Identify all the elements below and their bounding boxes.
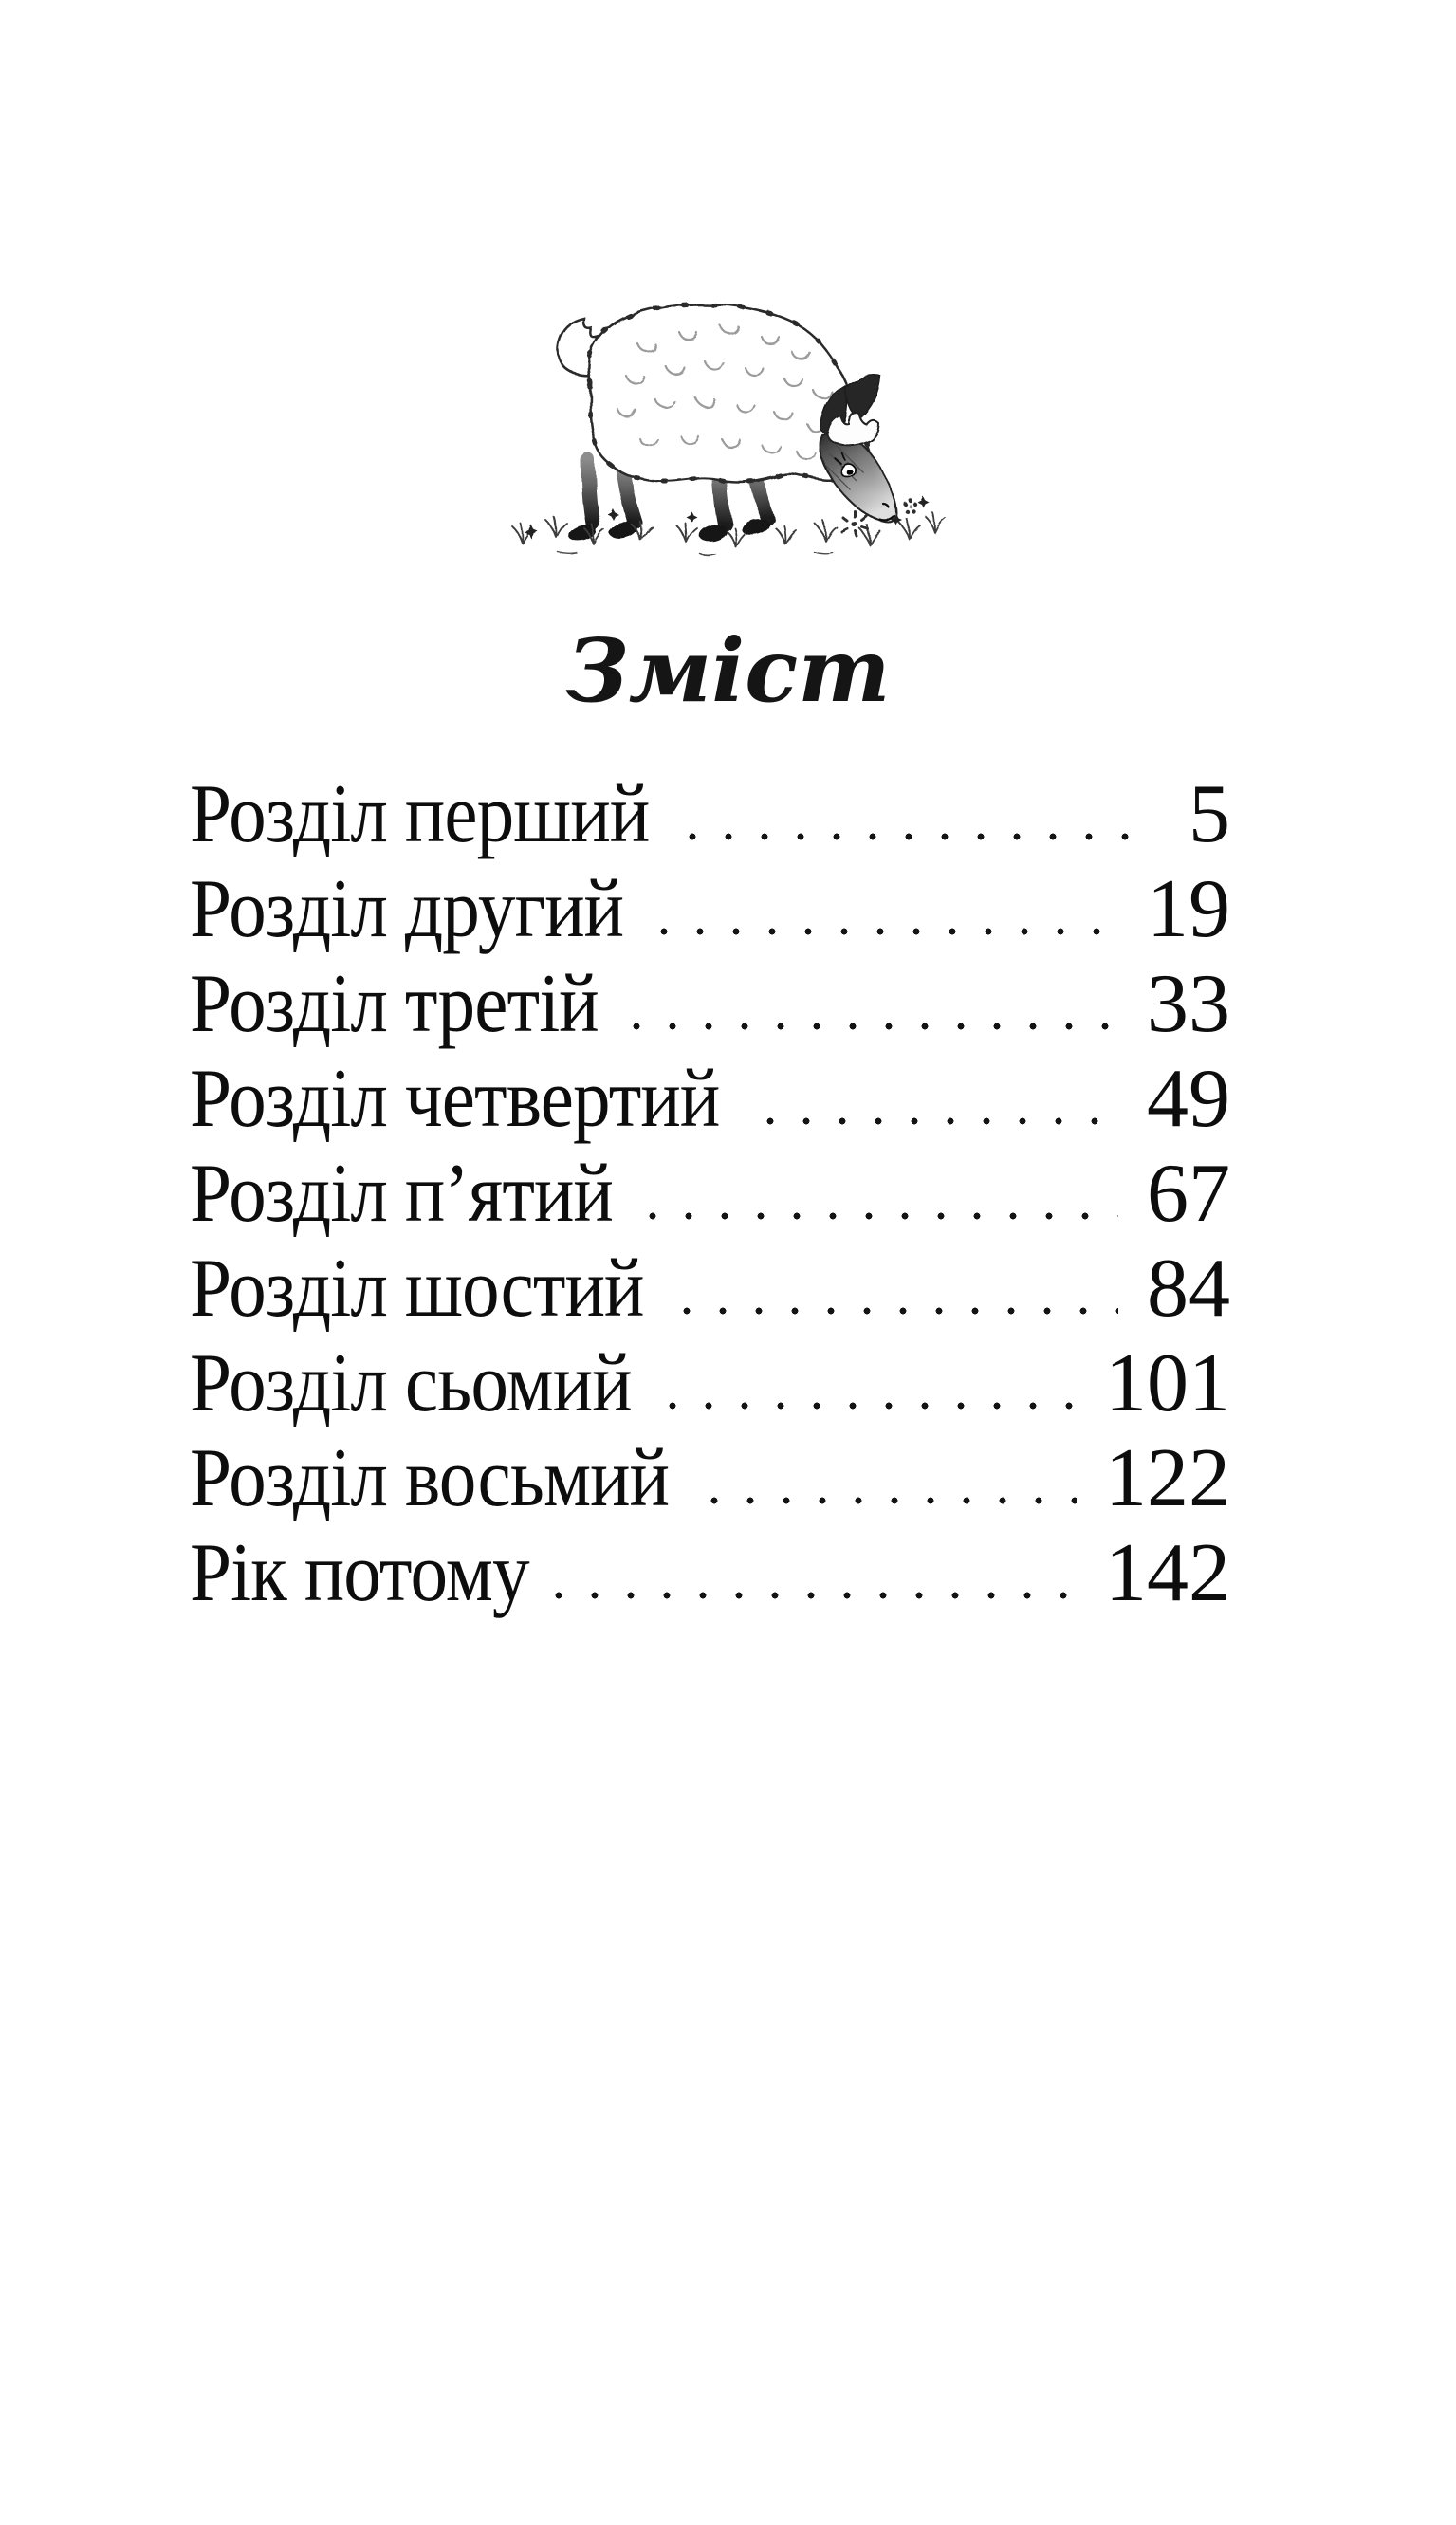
dot-leader <box>765 1114 1118 1126</box>
page-number: 33 <box>1147 958 1230 1051</box>
table-of-contents <box>190 767 1230 1621</box>
toc-entry <box>190 767 1230 862</box>
chapter-label: Розділ четвертий <box>190 1053 720 1146</box>
toc-entry <box>190 1147 1230 1242</box>
dot-leader <box>553 1588 1077 1600</box>
page-number: 142 <box>1105 1527 1230 1620</box>
page-number: 5 <box>1189 768 1230 861</box>
page-number: 67 <box>1147 1148 1230 1241</box>
dot-leader <box>687 829 1156 841</box>
chapter-label: Розділ шостий <box>190 1243 644 1336</box>
llama-face <box>820 433 897 524</box>
llama-pupil <box>846 470 852 475</box>
toc-entry <box>190 1336 1230 1431</box>
dot-leader <box>681 1303 1118 1316</box>
toc-entry <box>190 862 1230 957</box>
chapter-label: Розділ п’ятий <box>190 1148 614 1241</box>
book-page <box>0 285 1456 2525</box>
toc-entry <box>190 1431 1230 1526</box>
page-number: 19 <box>1147 863 1230 956</box>
chapter-label: Розділ другий <box>190 863 624 956</box>
llama-forelock <box>827 414 878 445</box>
contents-title: Зміст <box>565 619 891 722</box>
toc-entry <box>190 1052 1230 1147</box>
page-number: 84 <box>1147 1243 1230 1336</box>
toc-entry <box>190 1242 1230 1336</box>
llama-grazing-drawing <box>501 285 956 560</box>
chapter-label: Розділ сьомий <box>190 1337 632 1430</box>
dot-leader <box>647 1208 1118 1221</box>
small-flower <box>902 499 916 513</box>
chapter-label: Розділ восьмий <box>190 1432 670 1525</box>
toc-entry <box>190 1526 1230 1621</box>
toc-entry <box>190 957 1230 1052</box>
page-number: 122 <box>1105 1432 1230 1525</box>
llama-head <box>820 375 897 524</box>
chapter-label: Розділ перший <box>190 768 650 861</box>
dot-leader <box>667 1398 1077 1410</box>
llama-illustration <box>501 285 956 560</box>
page-number: 101 <box>1105 1337 1230 1430</box>
dot-leader <box>709 1493 1077 1505</box>
page-number: 49 <box>1147 1053 1230 1146</box>
chapter-label: Рік потому <box>190 1527 529 1620</box>
dot-leader <box>658 924 1118 936</box>
chapter-label: Розділ третій <box>190 958 599 1051</box>
dot-leader <box>631 1019 1118 1031</box>
